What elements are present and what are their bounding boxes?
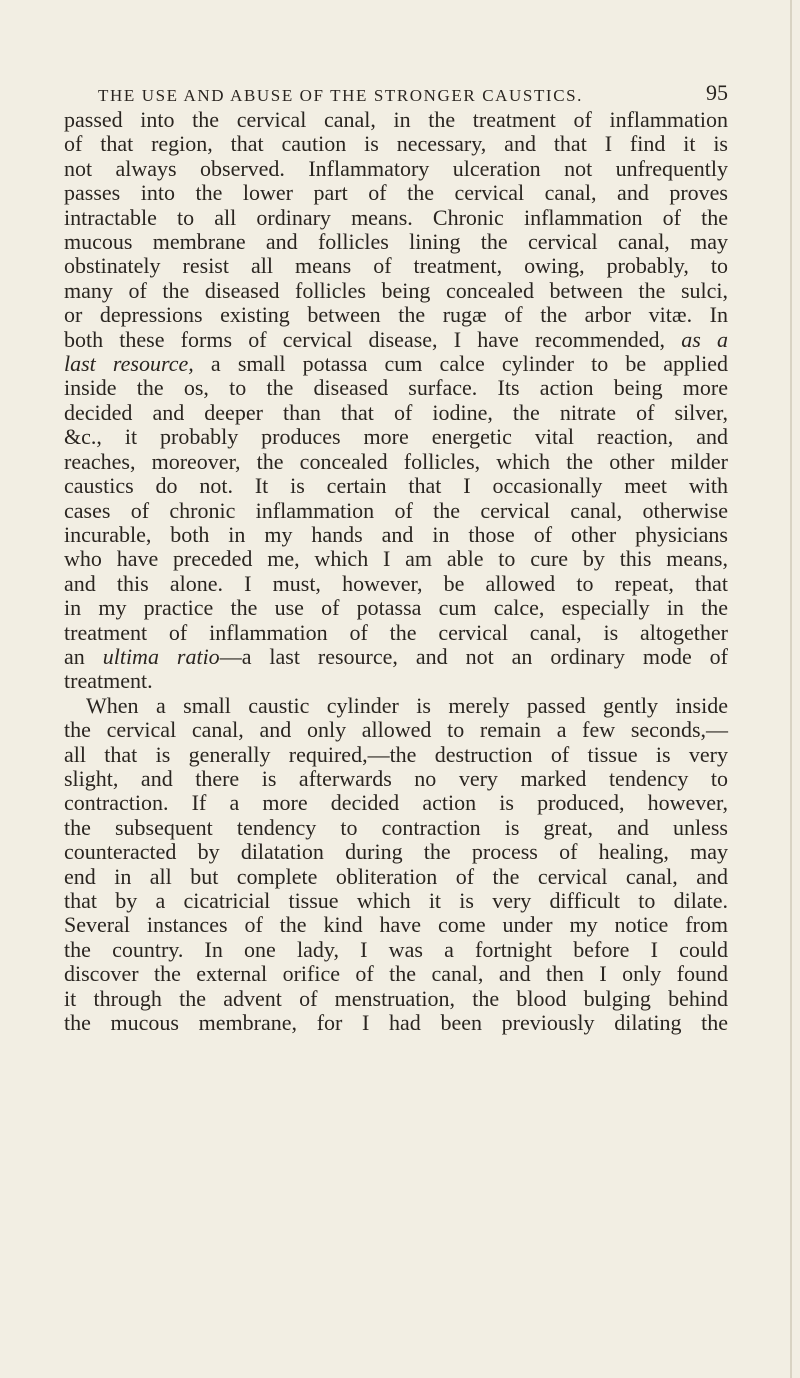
italic-run: last resource,	[64, 351, 194, 377]
text-line: reaches, moreover, the concealed follicles, which the other milder	[64, 448, 728, 474]
text-line-with-italic	[64, 328, 728, 352]
paragraph-1	[64, 108, 728, 694]
text-line: all that is generally required,—the destruction of tissue is very	[64, 741, 728, 767]
text-line: passed into the cervical canal, in the treatment of inflammation	[64, 107, 728, 132]
text-line: end in all but complete obliteration of the cervical canal, and	[64, 863, 728, 889]
text-line: decided and deeper than that of iodine, the nitrate of silver,	[64, 399, 728, 425]
text-line: the country. In one lady, I was a fortnight before I could	[64, 936, 728, 962]
body-text	[64, 108, 728, 1035]
text-line: discover the external orifice of the canal, and then I only found	[64, 961, 728, 987]
text-line: Several instances of the kind have come under my notice from	[64, 912, 728, 938]
text-line: When a small caustic cylinder is merely passed gently inside	[86, 692, 728, 718]
text-line: cases of chronic inflammation of the cervical canal, otherwise	[64, 497, 728, 523]
text-line: in my practice the use of potassa cum calce, especially in the	[64, 595, 728, 621]
italic-run: ultima ratio	[102, 643, 220, 669]
text-line: incurable, both in my hands and in those of other physicians	[64, 521, 728, 547]
text-line: slight, and there is afterwards no very marked tendency to	[64, 765, 728, 791]
page-number: 95	[706, 80, 728, 105]
text-line: passes into the lower part of the cervical canal, and proves	[64, 180, 728, 206]
text-line: treatment of inflammation of the cervical canal, is altogether	[64, 619, 728, 645]
text-line: that by a cicatricial tissue which it is very difficult to dilate.	[64, 888, 728, 913]
text-run: an	[64, 643, 103, 669]
text-line: not always observed. Inflammatory ulceration not unfrequently	[64, 155, 728, 181]
text-line: of that region, that caution is necessary, and that I find it is	[64, 131, 728, 157]
text-line-with-italic	[64, 352, 728, 376]
text-line: and this alone. I must, however, be allowed to repeat, that	[64, 570, 728, 596]
text-line: the mucous membrane, for I had been previously dilating the	[64, 1010, 728, 1036]
page-header	[98, 80, 728, 110]
italic-run: as a	[681, 326, 728, 352]
text-run: both these forms of cervical disease, I have recommended,	[64, 326, 682, 352]
text-line: many of the diseased follicles being concealed between the sulci,	[64, 277, 728, 303]
running-head: THE USE AND ABUSE OF THE STRONGER CAUSTICS.	[98, 86, 584, 105]
text-line: caustics do not. It is certain that I occasionally meet with	[64, 473, 728, 499]
text-line: who have preceded me, which I am able to cure by this means,	[64, 546, 728, 572]
text-line: or depressions existing between the rugæ of the arbor vitæ. In	[64, 302, 728, 328]
text-line: the subsequent tendency to contraction is great, and unless	[64, 814, 728, 840]
text-line-with-italic	[64, 645, 728, 669]
text-run: —a last resource, and not an ordinary mode of	[219, 643, 728, 669]
text-line: treatment.	[64, 668, 153, 694]
text-line: the cervical canal, and only allowed to remain a few seconds,—	[64, 717, 728, 743]
text-line: counteracted by dilatation during the process of healing, may	[64, 839, 728, 865]
paragraph-2	[64, 694, 728, 1036]
text-line: mucous membrane and follicles lining the cervical canal, may	[64, 229, 728, 255]
text-line: contraction. If a more decided action is produced, however,	[64, 790, 728, 816]
text-line: &c., it probably produces more energetic vital reaction, and	[64, 424, 728, 450]
text-line: intractable to all ordinary means. Chronic inflammation of the	[64, 204, 728, 230]
text-run: a small potassa cum calce cylinder to be applied	[193, 351, 728, 377]
text-line: inside the os, to the diseased surface. Its action being more	[64, 375, 728, 401]
text-line: obstinately resist all means of treatment, owing, probably, to	[64, 253, 728, 279]
page-edge-shadow	[790, 0, 792, 1378]
text-line: it through the advent of menstruation, the blood bulging behind	[64, 985, 728, 1011]
